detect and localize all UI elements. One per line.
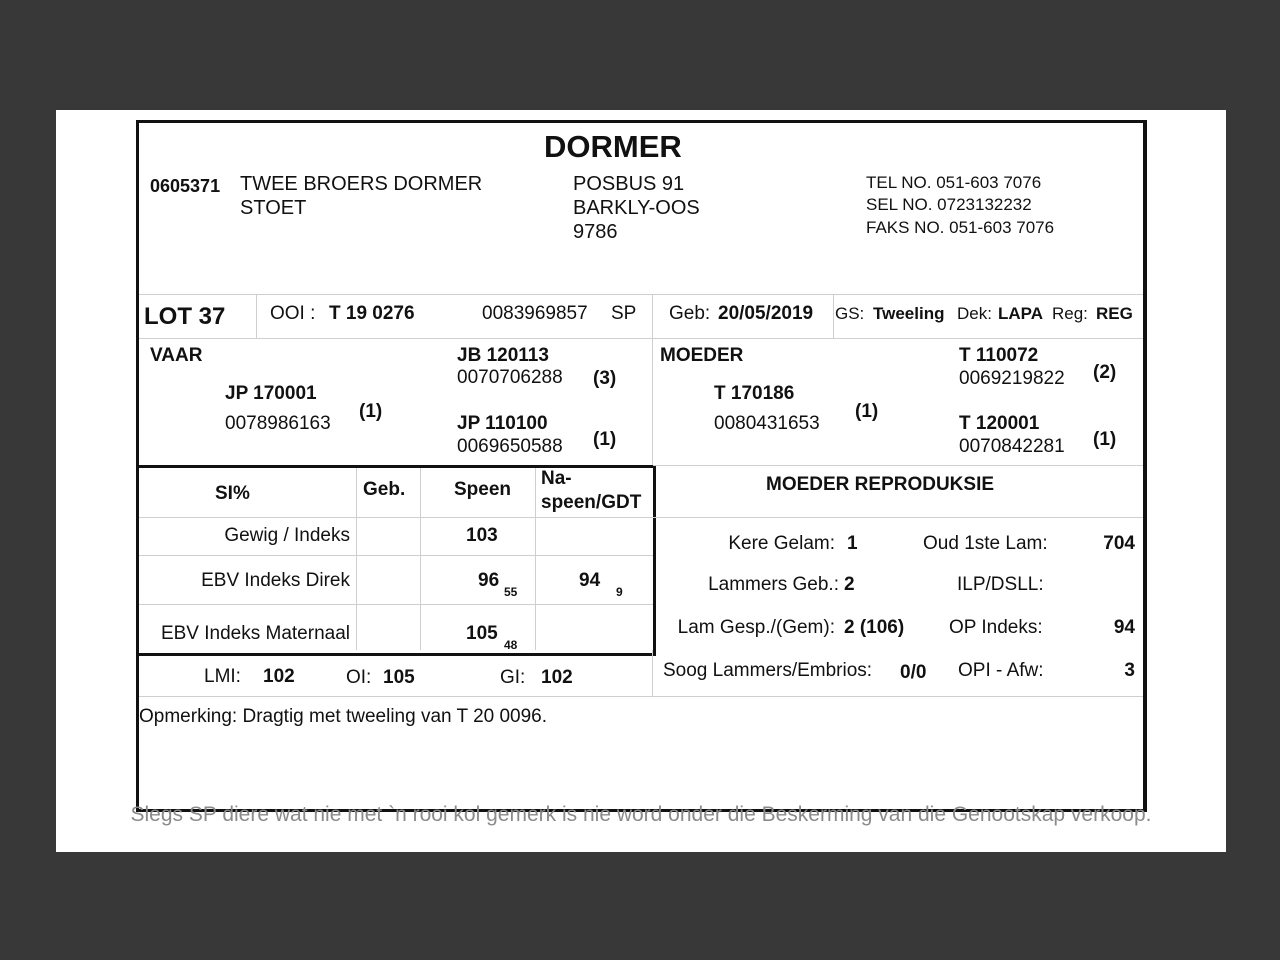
divider xyxy=(356,468,357,650)
kere-label: Kere Gelam: xyxy=(728,533,835,554)
oi-value: 105 xyxy=(383,667,415,688)
op-label: OP Indeks: xyxy=(949,617,1043,638)
gesp-label: Lam Gesp./(Gem): xyxy=(677,617,835,638)
sire-dam-count: (1) xyxy=(593,429,617,450)
direk-speen: 96 xyxy=(478,570,500,591)
naspeen-header-line2: speen/GDT xyxy=(541,492,642,513)
divider xyxy=(653,696,1143,697)
divider xyxy=(833,294,834,338)
divider xyxy=(139,696,653,697)
dam-sire-reg: 0069219822 xyxy=(959,368,1065,389)
reproduction-title: MOEDER REPRODUKSIE xyxy=(766,474,995,495)
si-header: SI% xyxy=(215,483,250,504)
divider xyxy=(420,468,421,650)
divider xyxy=(652,650,653,696)
maternaal-speen: 105 xyxy=(466,623,498,644)
direk-naspeen-accuracy: 9 xyxy=(616,585,623,599)
sire-dam-reg: 0069650588 xyxy=(457,436,563,457)
sp-mark: SP xyxy=(611,303,637,324)
divider xyxy=(653,517,1143,518)
dam-dam-id: T 120001 xyxy=(959,413,1040,434)
lmi-label: LMI: xyxy=(204,666,241,687)
row-label-ebv-direk: EBV Indeks Direk xyxy=(201,570,350,591)
gs-value: Tweeling xyxy=(873,304,945,323)
birth-date-label: Geb: xyxy=(669,303,711,324)
divider xyxy=(139,555,653,556)
dek-value: LAPA xyxy=(998,304,1044,323)
sire-count: (1) xyxy=(359,401,383,422)
catalogue-sheet xyxy=(56,110,1226,852)
breed-title: DORMER xyxy=(544,129,682,164)
sire-sire-id: JB 120113 xyxy=(457,345,549,366)
naspeen-header-line1: Na- xyxy=(541,468,572,489)
lammers-value: 2 xyxy=(844,574,855,595)
gewig-speen: 103 xyxy=(466,525,498,546)
dam-reg: 0080431653 xyxy=(714,413,820,434)
opi-value: 3 xyxy=(1124,660,1135,681)
sire-sire-reg: 0070706288 xyxy=(457,367,563,388)
row-label-gewig: Gewig / Indeks xyxy=(224,525,350,546)
op-value: 94 xyxy=(1113,617,1135,638)
geb-header: Geb. xyxy=(363,479,406,500)
breeder-name-line1: TWEE BROERS DORMER xyxy=(240,173,483,195)
tel-number: TEL NO. 051-603 7076 xyxy=(866,173,1042,192)
lmi-value: 102 xyxy=(263,666,295,687)
dam-label: MOEDER xyxy=(660,345,744,366)
dam-dam-count: (1) xyxy=(1093,429,1117,450)
divider xyxy=(653,465,1143,466)
registration-number: 0083969857 xyxy=(482,303,588,324)
dek-label: Dek: xyxy=(957,304,992,323)
disclaimer: Slegs SP diere wat nie met `n rooi kol gemerk is nie word onder die Beskerming van die Genootskap verkoop. xyxy=(130,803,1152,826)
faks-number: FAKS NO. 051-603 7076 xyxy=(866,218,1055,237)
speen-header: Speen xyxy=(454,479,512,500)
breeder-number: 0605371 xyxy=(150,176,221,196)
row-label-ebv-maternaal: EBV Indeks Maternaal xyxy=(160,623,350,644)
divider xyxy=(139,517,653,518)
divider xyxy=(256,294,257,338)
gesp-value: 2 (106) xyxy=(844,617,905,638)
address-line2: BARKLY-OOS xyxy=(573,197,700,219)
address-postcode: 9786 xyxy=(573,221,618,243)
sire-sire-count: (3) xyxy=(593,368,617,389)
lammers-label: Lammers Geb.: xyxy=(708,574,839,595)
oud-label: Oud 1ste Lam: xyxy=(923,533,1048,554)
dam-sire-id: T 110072 xyxy=(959,345,1039,366)
remark-label: Opmerking: xyxy=(139,706,238,727)
maternaal-speen-accuracy: 48 xyxy=(504,638,518,652)
divider xyxy=(139,338,1143,339)
ooi-id: T 19 0276 xyxy=(329,303,415,324)
dam-sire-count: (2) xyxy=(1093,362,1117,383)
sire-dam-id: JP 110100 xyxy=(457,413,548,434)
gi-value: 102 xyxy=(541,667,573,688)
gs-label: GS: xyxy=(835,304,865,323)
direk-naspeen: 94 xyxy=(579,570,601,591)
soog-value: 0/0 xyxy=(900,662,927,683)
divider xyxy=(139,294,1143,295)
divider xyxy=(652,338,653,466)
dam-count: (1) xyxy=(855,401,879,422)
soog-label: Soog Lammers/Embrios: xyxy=(663,660,873,681)
opi-label: OPI - Afw: xyxy=(958,660,1044,681)
ilp-label: ILP/DSLL: xyxy=(957,574,1044,595)
divider xyxy=(652,294,653,338)
direk-speen-accuracy: 55 xyxy=(504,585,518,599)
lot-card xyxy=(136,120,1147,812)
reg-label: Reg: xyxy=(1052,304,1088,323)
birth-date: 20/05/2019 xyxy=(718,303,814,324)
address-line1: POSBUS 91 xyxy=(573,173,685,195)
lot-number: LOT 37 xyxy=(144,303,226,330)
oi-label: OI: xyxy=(346,667,372,688)
remark-text: Dragtig met tweeling van T 20 0096. xyxy=(242,706,548,727)
divider xyxy=(139,604,653,605)
divider xyxy=(535,468,536,650)
oud-value: 704 xyxy=(1103,533,1135,554)
kere-value: 1 xyxy=(847,533,858,554)
ooi-label: OOI : xyxy=(270,303,316,324)
gi-label: GI: xyxy=(500,667,526,688)
sire-reg: 0078986163 xyxy=(225,413,331,434)
reg-value: REG xyxy=(1096,304,1133,323)
dam-dam-reg: 0070842281 xyxy=(959,436,1065,457)
dam-id: T 170186 xyxy=(714,383,795,404)
sel-number: SEL NO. 0723132232 xyxy=(866,195,1032,214)
remark xyxy=(139,706,547,728)
sire-label: VAAR xyxy=(150,345,203,366)
sire-id: JP 170001 xyxy=(225,383,317,404)
breeder-name-line2: STOET xyxy=(240,197,307,219)
